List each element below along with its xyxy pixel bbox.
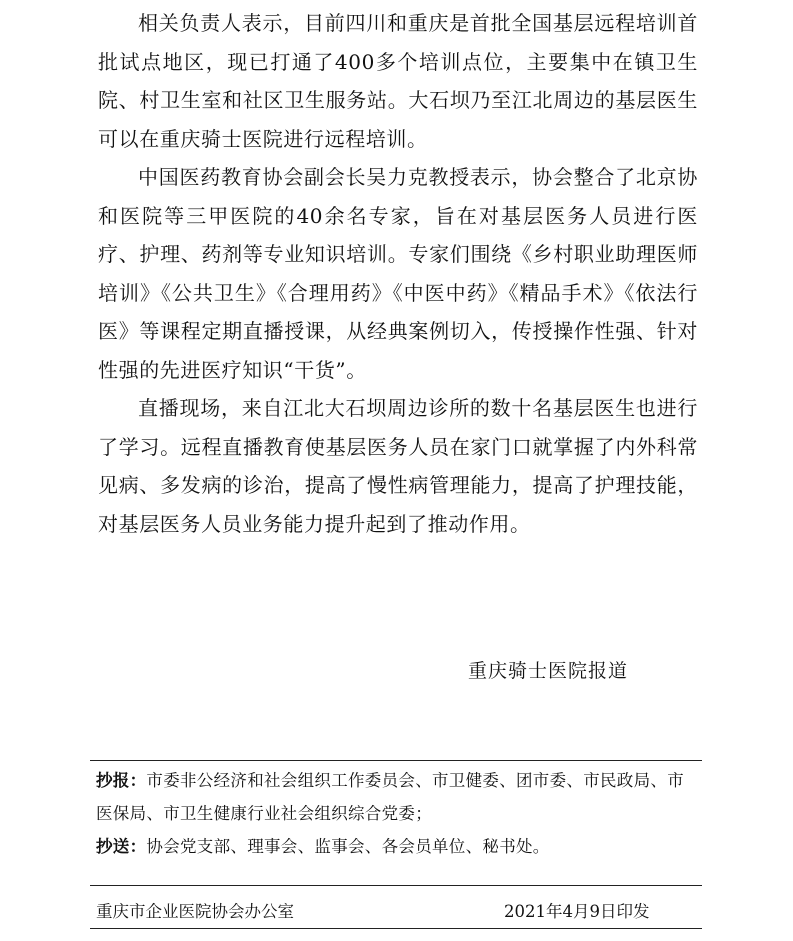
paragraph-training-points: 相关负责人表示，目前四川和重庆是首批全国基层远程培训首批试点地区，现已打通了400多个培训点位，主要集中在镇卫生院、村卫生室和社区卫生服务站。大石坝乃至江北周边的基层医生可以在重庆骑士医院进行远程培训。 — [98, 11, 698, 151]
divider-bottom — [90, 928, 702, 929]
paragraph-expert-courses: 中国医药教育协会副会长吴力克教授表示，协会整合了北京协和医院等三甲医院的40余名专家，旨在对基层医务人员进行医疗、护理、药剂等专业知识培训。专家们围绕《乡村职业助理医师培训》《公共卫生》《合理用药》《中医中药》《精品手术》《依法行医》等课程定期直播授课，从经典案例切入，传授操作性强、针对性强的先进医疗知识“干货”。 — [98, 165, 698, 382]
copy-to-label: 抄送： — [96, 837, 147, 856]
paragraph-live-broadcast: 直播现场，来自江北大石坝周边诊所的数十名基层医生也进行了学习。远程直播教育使基层医务人员在家门口就掌握了内外科常见病、多发病的诊治，提高了慢性病管理能力，提高了护理技能，对基层医务人员业务能力提升起到了推动作用。 — [98, 396, 698, 536]
divider-middle — [90, 885, 702, 886]
issuer-name: 重庆市企业医院协会办公室 — [96, 902, 294, 921]
report-to-line — [96, 764, 698, 830]
distribution-block — [96, 764, 698, 863]
report-to-recipients: 市委非公经济和社会组织工作委员会、市卫健委、团市委、市民政局、市医保局、市卫生健康行业社会组织综合党委； — [96, 771, 685, 823]
issue-date: 2021年4月9日印发 — [504, 902, 650, 921]
divider-top — [90, 760, 702, 761]
copy-to-recipients: 协会党支部、理事会、监事会、各会员单位、秘书处。 — [146, 837, 550, 856]
copy-to-line — [96, 830, 698, 863]
report-to-label: 抄报： — [96, 771, 147, 790]
report-signature: 重庆骑士医院报道 — [468, 660, 629, 682]
article-body — [98, 4, 698, 543]
